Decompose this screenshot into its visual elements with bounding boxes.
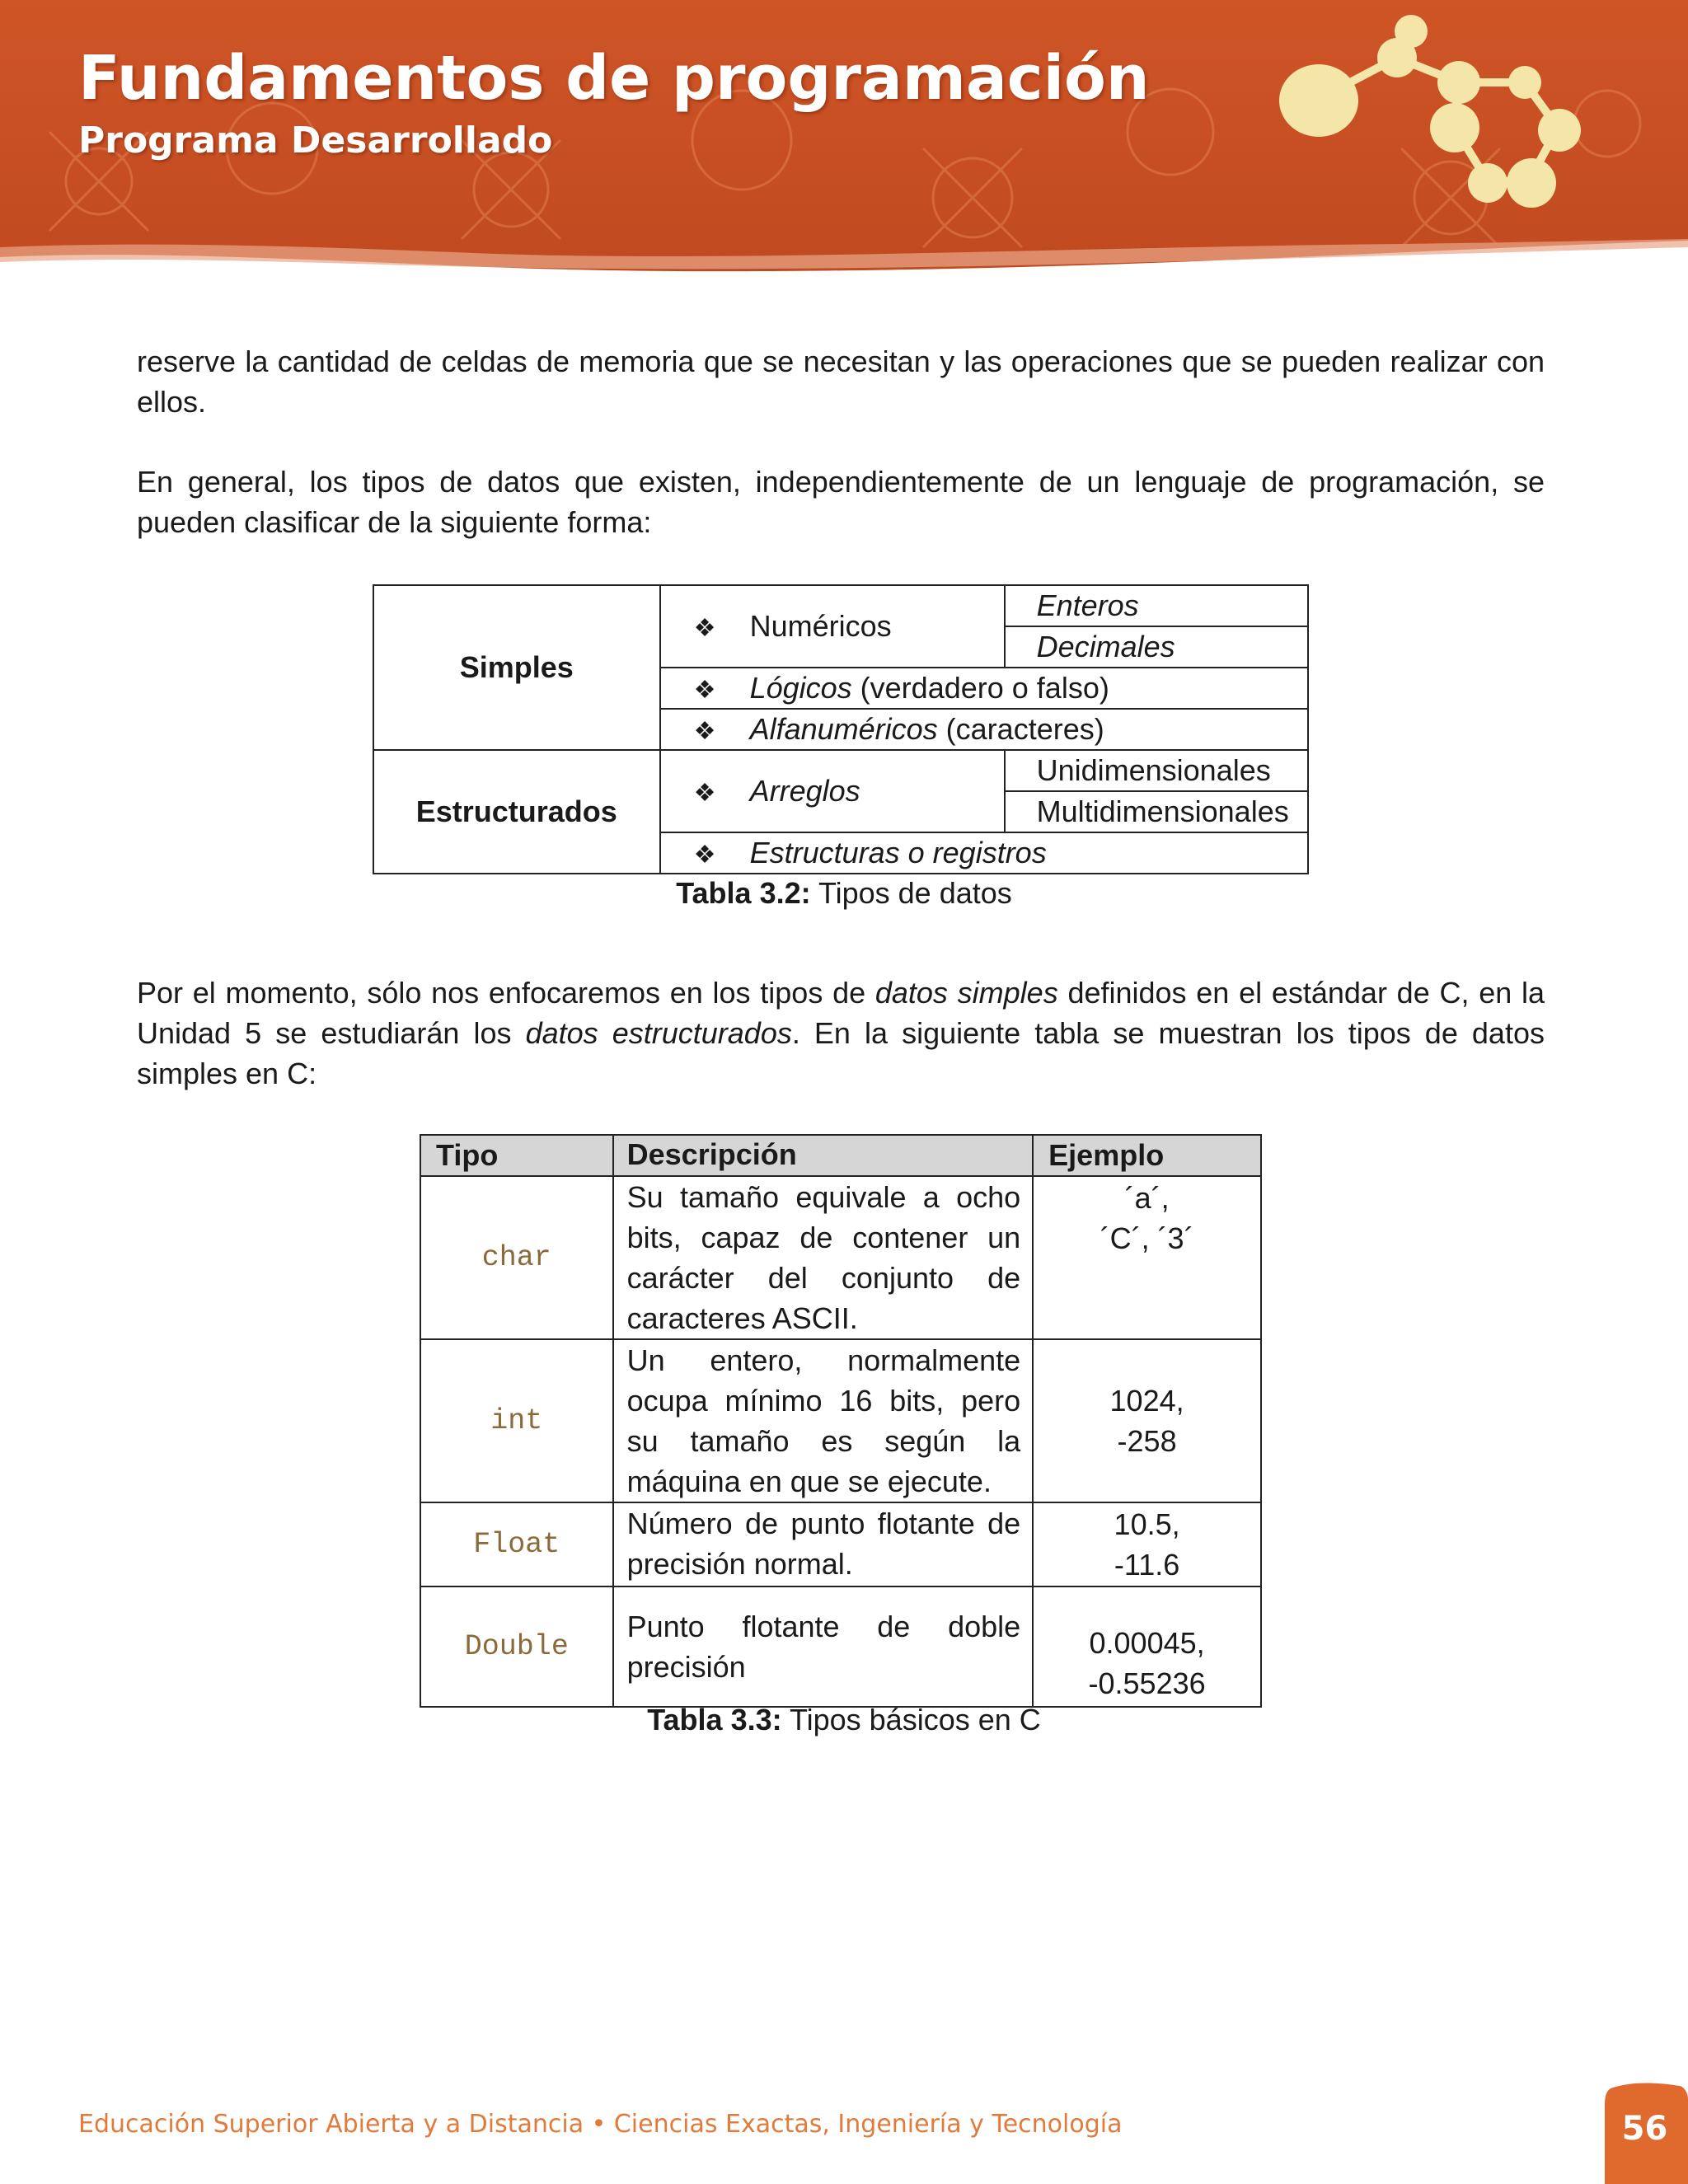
item-label: Numéricos <box>749 609 892 643</box>
sub-label: Decimales <box>1036 630 1175 663</box>
paragraph-simple-types <box>137 972 1545 1094</box>
type-cell: Double <box>420 1586 613 1707</box>
item-label: Alfanuméricos <box>749 712 938 746</box>
table-row <box>420 1502 1261 1586</box>
caption-label: Tabla 3.3: <box>647 1703 782 1736</box>
paragraph-intro: reserve la cantidad de celdas de memoria que se necesitan y las operaciones que se pueden realizar con ellos. <box>137 344 1545 419</box>
example-cell <box>1033 1586 1261 1707</box>
caption-text: Tipos básicos en C <box>781 1703 1041 1736</box>
type-cell: char <box>420 1176 613 1339</box>
text-run: Por el momento, sólo nos enfocaremos en los tipos de <box>137 976 875 1010</box>
page-header-banner <box>0 0 1688 297</box>
item-alfanumericos <box>660 709 1308 750</box>
sub-label: Enteros <box>1036 588 1139 622</box>
item-note: (caracteres) <box>937 712 1104 746</box>
text-run: . En la siguiente tabla se muestran los tipos de datos simples en C: <box>137 1016 1545 1090</box>
text-run-italic: datos estructurados <box>525 1016 792 1050</box>
page-subtitle: Programa Desarrollado <box>78 120 553 162</box>
item-arreglos <box>660 750 1005 832</box>
item-logicos <box>660 668 1308 709</box>
type-cell: int <box>420 1339 613 1502</box>
description-cell: Su tamaño equivale a ocho bits, capaz de contener un carácter del conjunto de caracteres ASCII. <box>613 1176 1034 1339</box>
item-numericos <box>660 585 1005 668</box>
example-line: -11.6 <box>1114 1548 1180 1582</box>
c-basic-types-table <box>420 1134 1262 1708</box>
type-cell: Float <box>420 1502 613 1586</box>
example-cell <box>1033 1176 1261 1339</box>
caption-text: Tipos de datos <box>810 876 1012 910</box>
data-types-classification-table <box>373 584 1309 874</box>
example-cell <box>1033 1502 1261 1586</box>
page-title: Fundamentos de programación <box>78 43 1150 114</box>
example-line: -258 <box>1117 1424 1177 1458</box>
column-header-tipo: Tipo <box>420 1135 613 1176</box>
sub-multidimensionales: Multidimensionales <box>1005 791 1308 832</box>
description-cell: Un entero, normalmente ocupa mínimo 16 bits, pero su tamaño es según la máquina en que se ejecute. <box>613 1339 1034 1502</box>
example-cell <box>1033 1339 1261 1502</box>
table-caption <box>0 876 1688 911</box>
example-line: ´a´, <box>1124 1181 1170 1215</box>
bullet-icon: ❖ <box>693 615 716 642</box>
molecule-icon <box>1253 0 1688 214</box>
footer-text: Educación Superior Abierta y a Distancia • Ciencias Exactas, Ingeniería y Tecnología <box>78 2110 1123 2139</box>
example-line: 1024, <box>1109 1384 1184 1418</box>
table-row <box>420 1176 1261 1339</box>
bullet-icon: ❖ <box>693 780 716 807</box>
description-cell: Punto flotante de doble precisión <box>613 1586 1034 1707</box>
item-note: (verdadero o falso) <box>851 671 1109 705</box>
table-row <box>420 1586 1261 1707</box>
column-header-descripcion: Descripción <box>613 1135 1034 1176</box>
column-header-ejemplo: Ejemplo <box>1033 1135 1261 1176</box>
table-caption <box>0 1703 1688 1737</box>
paragraph-classification: En general, los tipos de datos que existen, independientemente de un lenguaje de programación, se pueden clasificar de la siguiente forma: <box>137 465 1545 539</box>
bullet-icon: ❖ <box>693 718 716 745</box>
example-line: ´C´, ´3´ <box>1100 1221 1194 1255</box>
bullet-icon: ❖ <box>693 841 716 869</box>
category-simples: Simples <box>373 585 660 750</box>
example-line: 10.5, <box>1114 1507 1180 1541</box>
description-cell: Número de punto flotante de precisión normal. <box>613 1502 1034 1586</box>
table-header-row <box>420 1135 1261 1176</box>
table-row <box>420 1339 1261 1502</box>
caption-label: Tabla 3.2: <box>676 876 811 910</box>
item-label: Estructuras o registros <box>749 836 1047 869</box>
sub-decimales <box>1005 626 1308 668</box>
example-line: 0.00045, <box>1089 1625 1205 1660</box>
text-run-italic: datos simples <box>874 976 1058 1010</box>
item-label: Lógicos <box>749 671 852 705</box>
item-label: Arreglos <box>749 774 860 808</box>
category-estructurados: Estructurados <box>373 750 660 874</box>
sub-enteros <box>1005 585 1308 626</box>
example-line: -0.55236 <box>1088 1666 1206 1700</box>
page-number: 56 <box>1621 2110 1668 2148</box>
text-run: definidos en el estándar de C, en la Unidad 5 se estudiarán los <box>137 976 1545 1050</box>
sub-unidimensionales: Unidimensionales <box>1005 750 1308 791</box>
bullet-icon: ❖ <box>693 677 716 704</box>
item-estructuras <box>660 832 1308 874</box>
